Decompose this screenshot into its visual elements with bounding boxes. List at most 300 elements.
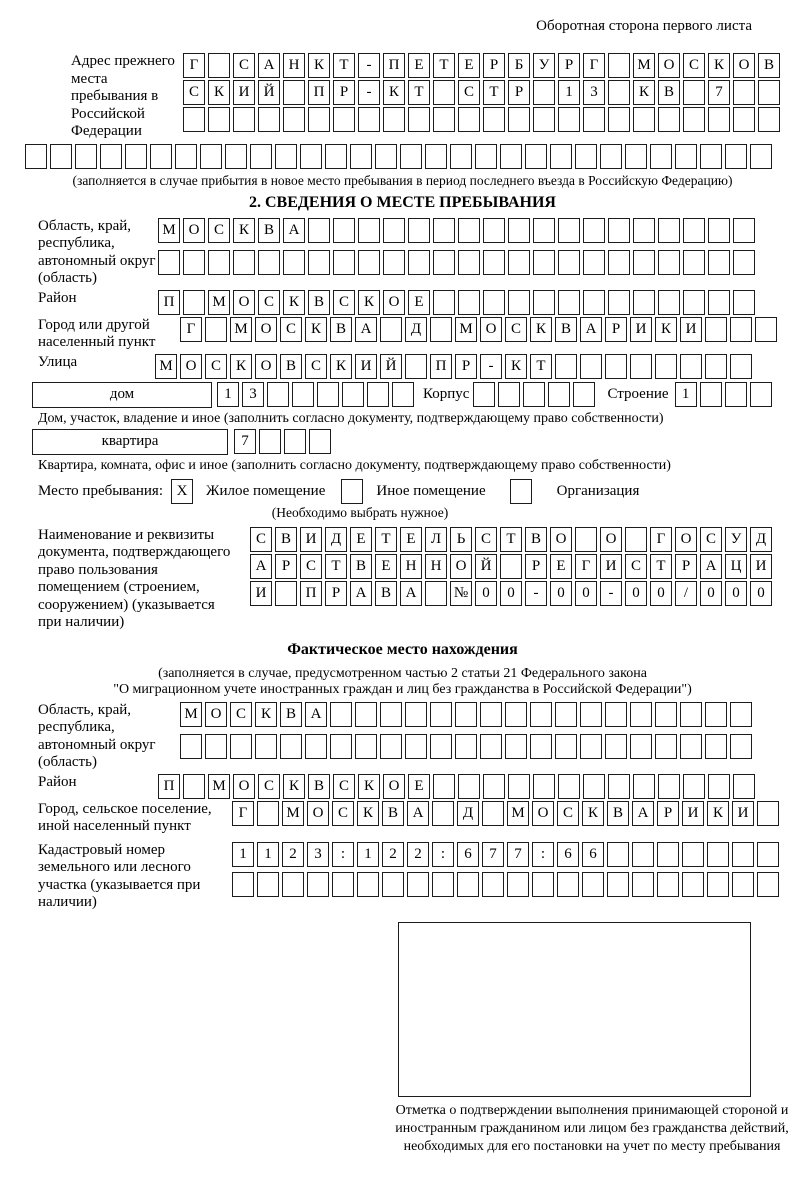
char-cell[interactable]: С bbox=[183, 80, 205, 105]
char-cell[interactable] bbox=[433, 774, 455, 799]
char-cell[interactable] bbox=[683, 290, 705, 315]
char-cell[interactable] bbox=[707, 842, 729, 867]
char-cell[interactable]: Д bbox=[405, 317, 427, 342]
char-cell[interactable] bbox=[758, 107, 780, 132]
char-cell[interactable]: 0 bbox=[750, 581, 772, 606]
char-cell[interactable]: С bbox=[333, 774, 355, 799]
char-cell[interactable]: О bbox=[450, 554, 472, 579]
char-cell[interactable]: Ц bbox=[725, 554, 747, 579]
char-cell[interactable]: 1 bbox=[675, 382, 697, 407]
char-cell[interactable] bbox=[405, 702, 427, 727]
char-cell[interactable] bbox=[733, 290, 755, 315]
char-cell[interactable] bbox=[633, 290, 655, 315]
char-cell[interactable] bbox=[732, 872, 754, 897]
char-cell[interactable]: К bbox=[308, 53, 330, 78]
char-cell[interactable] bbox=[250, 144, 272, 169]
char-cell[interactable] bbox=[183, 290, 205, 315]
char-cell[interactable] bbox=[573, 382, 595, 407]
char-cell[interactable] bbox=[455, 702, 477, 727]
char-cell[interactable]: Н bbox=[283, 53, 305, 78]
char-cell[interactable] bbox=[309, 429, 331, 454]
char-cell[interactable] bbox=[125, 144, 147, 169]
char-cell[interactable] bbox=[675, 144, 697, 169]
char-cell[interactable]: 7 bbox=[234, 429, 256, 454]
char-cell[interactable]: Й bbox=[475, 554, 497, 579]
char-cell[interactable] bbox=[708, 250, 730, 275]
char-cell[interactable]: К bbox=[655, 317, 677, 342]
char-cell[interactable] bbox=[523, 382, 545, 407]
char-cell[interactable] bbox=[482, 872, 504, 897]
char-cell[interactable]: 1 bbox=[217, 382, 239, 407]
char-cell[interactable]: О bbox=[233, 774, 255, 799]
char-cell[interactable]: Ь bbox=[450, 527, 472, 552]
char-cell[interactable] bbox=[658, 290, 680, 315]
char-cell[interactable] bbox=[483, 290, 505, 315]
char-cell[interactable] bbox=[608, 774, 630, 799]
char-cell[interactable] bbox=[355, 702, 377, 727]
char-cell[interactable] bbox=[200, 144, 222, 169]
char-cell[interactable]: К bbox=[633, 80, 655, 105]
char-cell[interactable] bbox=[558, 774, 580, 799]
char-cell[interactable] bbox=[308, 218, 330, 243]
char-cell[interactable] bbox=[317, 382, 339, 407]
char-cell[interactable] bbox=[430, 702, 452, 727]
char-cell[interactable] bbox=[680, 354, 702, 379]
char-cell[interactable] bbox=[582, 872, 604, 897]
char-cell[interactable]: : bbox=[332, 842, 354, 867]
char-cell[interactable]: Е bbox=[375, 554, 397, 579]
char-cell[interactable]: 3 bbox=[242, 382, 264, 407]
char-cell[interactable]: К bbox=[383, 80, 405, 105]
char-cell[interactable] bbox=[532, 872, 554, 897]
char-cell[interactable] bbox=[708, 218, 730, 243]
char-cell[interactable] bbox=[457, 872, 479, 897]
char-cell[interactable] bbox=[658, 218, 680, 243]
char-cell[interactable]: С bbox=[250, 527, 272, 552]
char-cell[interactable] bbox=[382, 872, 404, 897]
char-cell[interactable] bbox=[433, 250, 455, 275]
char-cell[interactable] bbox=[208, 53, 230, 78]
char-cell[interactable] bbox=[558, 218, 580, 243]
char-cell[interactable]: 0 bbox=[475, 581, 497, 606]
char-cell[interactable] bbox=[25, 144, 47, 169]
char-cell[interactable]: Е bbox=[550, 554, 572, 579]
char-cell[interactable] bbox=[555, 734, 577, 759]
char-cell[interactable] bbox=[284, 429, 306, 454]
char-cell[interactable] bbox=[508, 774, 530, 799]
char-cell[interactable] bbox=[380, 734, 402, 759]
char-cell[interactable]: А bbox=[305, 702, 327, 727]
char-cell[interactable]: 2 bbox=[282, 842, 304, 867]
char-cell[interactable] bbox=[158, 250, 180, 275]
char-cell[interactable]: 7 bbox=[708, 80, 730, 105]
char-cell[interactable]: С bbox=[683, 53, 705, 78]
char-cell[interactable]: К bbox=[283, 774, 305, 799]
char-cell[interactable]: М bbox=[507, 801, 529, 826]
char-cell[interactable] bbox=[307, 872, 329, 897]
char-cell[interactable] bbox=[341, 479, 363, 504]
char-cell[interactable]: Р bbox=[483, 53, 505, 78]
char-cell[interactable] bbox=[682, 842, 704, 867]
char-cell[interactable]: Т bbox=[483, 80, 505, 105]
char-cell[interactable]: Р bbox=[325, 581, 347, 606]
char-cell[interactable]: О bbox=[532, 801, 554, 826]
char-cell[interactable] bbox=[100, 144, 122, 169]
char-cell[interactable]: О bbox=[307, 801, 329, 826]
char-cell[interactable] bbox=[407, 872, 429, 897]
char-cell[interactable] bbox=[558, 250, 580, 275]
char-cell[interactable] bbox=[508, 250, 530, 275]
char-cell[interactable]: О bbox=[480, 317, 502, 342]
char-cell[interactable] bbox=[608, 250, 630, 275]
char-cell[interactable] bbox=[50, 144, 72, 169]
char-cell[interactable]: 0 bbox=[725, 581, 747, 606]
char-cell[interactable] bbox=[383, 107, 405, 132]
char-cell[interactable]: П bbox=[300, 581, 322, 606]
char-cell[interactable] bbox=[650, 144, 672, 169]
char-cell[interactable]: 7 bbox=[507, 842, 529, 867]
char-cell[interactable] bbox=[333, 218, 355, 243]
char-cell[interactable]: О bbox=[233, 290, 255, 315]
char-cell[interactable] bbox=[600, 144, 622, 169]
char-cell[interactable] bbox=[725, 382, 747, 407]
char-cell[interactable] bbox=[533, 107, 555, 132]
char-cell[interactable]: 6 bbox=[582, 842, 604, 867]
char-cell[interactable] bbox=[208, 250, 230, 275]
char-cell[interactable]: Р bbox=[657, 801, 679, 826]
char-cell[interactable] bbox=[405, 354, 427, 379]
char-cell[interactable]: В bbox=[330, 317, 352, 342]
char-cell[interactable] bbox=[430, 317, 452, 342]
char-cell[interactable] bbox=[555, 702, 577, 727]
char-cell[interactable] bbox=[607, 842, 629, 867]
char-cell[interactable]: С bbox=[258, 290, 280, 315]
char-cell[interactable] bbox=[580, 734, 602, 759]
char-cell[interactable]: 1 bbox=[357, 842, 379, 867]
char-cell[interactable] bbox=[707, 872, 729, 897]
char-cell[interactable]: М bbox=[208, 290, 230, 315]
char-cell[interactable] bbox=[367, 382, 389, 407]
char-cell[interactable]: К bbox=[358, 290, 380, 315]
char-cell[interactable]: 2 bbox=[382, 842, 404, 867]
char-cell[interactable] bbox=[758, 80, 780, 105]
char-cell[interactable] bbox=[205, 734, 227, 759]
char-cell[interactable] bbox=[630, 702, 652, 727]
char-cell[interactable]: И bbox=[750, 554, 772, 579]
char-cell[interactable]: Е bbox=[458, 53, 480, 78]
char-cell[interactable]: О bbox=[383, 774, 405, 799]
char-cell[interactable]: С bbox=[305, 354, 327, 379]
char-cell[interactable] bbox=[232, 872, 254, 897]
char-cell[interactable] bbox=[730, 354, 752, 379]
char-cell[interactable] bbox=[258, 107, 280, 132]
char-cell[interactable]: Т bbox=[433, 53, 455, 78]
char-cell[interactable] bbox=[283, 107, 305, 132]
char-cell[interactable] bbox=[605, 702, 627, 727]
char-cell[interactable] bbox=[350, 144, 372, 169]
char-cell[interactable] bbox=[392, 382, 414, 407]
char-cell[interactable]: В bbox=[375, 581, 397, 606]
char-cell[interactable] bbox=[408, 250, 430, 275]
char-cell[interactable]: И bbox=[355, 354, 377, 379]
char-cell[interactable] bbox=[630, 354, 652, 379]
char-cell[interactable] bbox=[733, 107, 755, 132]
char-cell[interactable]: С bbox=[700, 527, 722, 552]
char-cell[interactable] bbox=[507, 872, 529, 897]
char-cell[interactable] bbox=[333, 250, 355, 275]
char-cell[interactable] bbox=[257, 801, 279, 826]
char-cell[interactable]: С bbox=[230, 702, 252, 727]
char-cell[interactable] bbox=[205, 317, 227, 342]
char-cell[interactable]: - bbox=[358, 53, 380, 78]
char-cell[interactable]: И bbox=[600, 554, 622, 579]
char-cell[interactable]: К bbox=[707, 801, 729, 826]
char-cell[interactable] bbox=[700, 144, 722, 169]
char-cell[interactable]: П bbox=[158, 774, 180, 799]
char-cell[interactable] bbox=[705, 702, 727, 727]
char-cell[interactable] bbox=[625, 527, 647, 552]
char-cell[interactable] bbox=[330, 734, 352, 759]
char-cell[interactable]: № bbox=[450, 581, 472, 606]
char-cell[interactable] bbox=[700, 382, 722, 407]
char-cell[interactable]: Р bbox=[508, 80, 530, 105]
char-cell[interactable] bbox=[183, 107, 205, 132]
char-cell[interactable] bbox=[375, 144, 397, 169]
char-cell[interactable]: Т bbox=[500, 527, 522, 552]
char-cell[interactable]: О bbox=[255, 354, 277, 379]
char-cell[interactable] bbox=[533, 774, 555, 799]
char-cell[interactable] bbox=[508, 290, 530, 315]
char-cell[interactable] bbox=[510, 479, 532, 504]
char-cell[interactable]: М bbox=[158, 218, 180, 243]
char-cell[interactable] bbox=[730, 702, 752, 727]
char-cell[interactable] bbox=[558, 290, 580, 315]
char-cell[interactable] bbox=[608, 290, 630, 315]
char-cell[interactable]: С bbox=[458, 80, 480, 105]
char-cell[interactable]: В bbox=[758, 53, 780, 78]
char-cell[interactable]: П bbox=[383, 53, 405, 78]
char-cell[interactable] bbox=[657, 842, 679, 867]
char-cell[interactable] bbox=[330, 702, 352, 727]
char-cell[interactable]: С bbox=[208, 218, 230, 243]
char-cell[interactable]: С bbox=[300, 554, 322, 579]
char-cell[interactable] bbox=[258, 250, 280, 275]
char-cell[interactable]: Т bbox=[650, 554, 672, 579]
char-cell[interactable] bbox=[430, 734, 452, 759]
char-cell[interactable]: Р bbox=[275, 554, 297, 579]
char-cell[interactable] bbox=[458, 774, 480, 799]
char-cell[interactable]: В bbox=[280, 354, 302, 379]
char-cell[interactable] bbox=[730, 734, 752, 759]
char-cell[interactable]: X bbox=[171, 479, 193, 504]
char-cell[interactable] bbox=[605, 734, 627, 759]
char-cell[interactable]: М bbox=[155, 354, 177, 379]
char-cell[interactable]: Р bbox=[525, 554, 547, 579]
char-cell[interactable]: Р bbox=[558, 53, 580, 78]
char-cell[interactable] bbox=[607, 872, 629, 897]
char-cell[interactable]: К bbox=[208, 80, 230, 105]
char-cell[interactable]: И bbox=[682, 801, 704, 826]
char-cell[interactable]: А bbox=[350, 581, 372, 606]
char-cell[interactable]: О bbox=[180, 354, 202, 379]
char-cell[interactable] bbox=[608, 218, 630, 243]
char-cell[interactable]: К bbox=[230, 354, 252, 379]
char-cell[interactable] bbox=[275, 144, 297, 169]
char-cell[interactable]: Л bbox=[425, 527, 447, 552]
char-cell[interactable] bbox=[208, 107, 230, 132]
char-cell[interactable] bbox=[533, 80, 555, 105]
char-cell[interactable]: Д bbox=[457, 801, 479, 826]
char-cell[interactable] bbox=[332, 872, 354, 897]
char-cell[interactable] bbox=[483, 107, 505, 132]
char-cell[interactable] bbox=[625, 144, 647, 169]
char-cell[interactable]: Й bbox=[258, 80, 280, 105]
char-cell[interactable]: О bbox=[675, 527, 697, 552]
char-cell[interactable] bbox=[533, 290, 555, 315]
char-cell[interactable]: 0 bbox=[625, 581, 647, 606]
char-cell[interactable]: Т bbox=[408, 80, 430, 105]
char-cell[interactable] bbox=[575, 144, 597, 169]
char-cell[interactable] bbox=[557, 872, 579, 897]
char-cell[interactable] bbox=[608, 80, 630, 105]
char-cell[interactable] bbox=[633, 774, 655, 799]
char-cell[interactable] bbox=[255, 734, 277, 759]
char-cell[interactable]: - bbox=[358, 80, 380, 105]
char-cell[interactable] bbox=[750, 144, 772, 169]
char-cell[interactable]: В bbox=[308, 774, 330, 799]
char-cell[interactable] bbox=[632, 842, 654, 867]
char-cell[interactable] bbox=[530, 702, 552, 727]
char-cell[interactable] bbox=[300, 144, 322, 169]
char-cell[interactable]: 1 bbox=[232, 842, 254, 867]
char-cell[interactable] bbox=[508, 107, 530, 132]
char-cell[interactable]: С bbox=[625, 554, 647, 579]
char-cell[interactable] bbox=[505, 734, 527, 759]
char-cell[interactable] bbox=[408, 218, 430, 243]
char-cell[interactable]: С bbox=[205, 354, 227, 379]
char-cell[interactable]: С bbox=[332, 801, 354, 826]
char-cell[interactable] bbox=[733, 774, 755, 799]
char-cell[interactable]: 0 bbox=[575, 581, 597, 606]
char-cell[interactable] bbox=[282, 872, 304, 897]
char-cell[interactable]: М bbox=[633, 53, 655, 78]
char-cell[interactable]: К bbox=[330, 354, 352, 379]
char-cell[interactable] bbox=[483, 774, 505, 799]
char-cell[interactable] bbox=[655, 354, 677, 379]
char-cell[interactable]: Б bbox=[508, 53, 530, 78]
char-cell[interactable]: К bbox=[582, 801, 604, 826]
char-cell[interactable]: 2 bbox=[407, 842, 429, 867]
char-cell[interactable] bbox=[473, 382, 495, 407]
char-cell[interactable] bbox=[583, 218, 605, 243]
char-cell[interactable]: Г bbox=[180, 317, 202, 342]
char-cell[interactable]: - bbox=[600, 581, 622, 606]
char-cell[interactable]: 3 bbox=[583, 80, 605, 105]
char-cell[interactable]: Д bbox=[325, 527, 347, 552]
char-cell[interactable] bbox=[380, 317, 402, 342]
char-cell[interactable] bbox=[325, 144, 347, 169]
char-cell[interactable]: К bbox=[305, 317, 327, 342]
char-cell[interactable] bbox=[633, 107, 655, 132]
char-cell[interactable]: И bbox=[680, 317, 702, 342]
char-cell[interactable] bbox=[458, 107, 480, 132]
char-cell[interactable]: С bbox=[557, 801, 579, 826]
char-cell[interactable]: Р bbox=[455, 354, 477, 379]
char-cell[interactable] bbox=[757, 842, 779, 867]
char-cell[interactable] bbox=[575, 527, 597, 552]
char-cell[interactable] bbox=[357, 872, 379, 897]
char-cell[interactable] bbox=[657, 872, 679, 897]
char-cell[interactable]: А bbox=[580, 317, 602, 342]
char-cell[interactable]: В bbox=[607, 801, 629, 826]
char-cell[interactable]: М bbox=[208, 774, 230, 799]
char-cell[interactable]: Т bbox=[325, 554, 347, 579]
char-cell[interactable] bbox=[525, 144, 547, 169]
char-cell[interactable] bbox=[383, 218, 405, 243]
char-cell[interactable] bbox=[655, 734, 677, 759]
char-cell[interactable] bbox=[308, 107, 330, 132]
char-cell[interactable]: Е bbox=[400, 527, 422, 552]
char-cell[interactable] bbox=[230, 734, 252, 759]
char-cell[interactable] bbox=[383, 250, 405, 275]
char-cell[interactable] bbox=[233, 250, 255, 275]
char-cell[interactable]: О bbox=[383, 290, 405, 315]
char-cell[interactable]: К bbox=[283, 290, 305, 315]
char-cell[interactable]: В bbox=[258, 218, 280, 243]
char-cell[interactable]: Г bbox=[232, 801, 254, 826]
char-cell[interactable]: К bbox=[708, 53, 730, 78]
char-cell[interactable]: Т bbox=[375, 527, 397, 552]
char-cell[interactable]: Н bbox=[425, 554, 447, 579]
char-cell[interactable] bbox=[733, 250, 755, 275]
char-cell[interactable] bbox=[483, 250, 505, 275]
char-cell[interactable] bbox=[733, 218, 755, 243]
char-cell[interactable] bbox=[555, 354, 577, 379]
char-cell[interactable]: А bbox=[355, 317, 377, 342]
char-cell[interactable] bbox=[755, 317, 777, 342]
char-cell[interactable]: 3 bbox=[307, 842, 329, 867]
char-cell[interactable]: К bbox=[530, 317, 552, 342]
char-cell[interactable] bbox=[655, 702, 677, 727]
char-cell[interactable]: Е bbox=[408, 290, 430, 315]
char-cell[interactable]: 1 bbox=[257, 842, 279, 867]
char-cell[interactable]: Г bbox=[583, 53, 605, 78]
char-cell[interactable]: / bbox=[675, 581, 697, 606]
char-cell[interactable]: 0 bbox=[700, 581, 722, 606]
char-cell[interactable]: Г bbox=[575, 554, 597, 579]
char-cell[interactable]: Т bbox=[530, 354, 552, 379]
char-cell[interactable]: И bbox=[300, 527, 322, 552]
char-cell[interactable]: О bbox=[183, 218, 205, 243]
char-cell[interactable] bbox=[358, 107, 380, 132]
char-cell[interactable] bbox=[705, 354, 727, 379]
char-cell[interactable] bbox=[633, 218, 655, 243]
char-cell[interactable] bbox=[482, 801, 504, 826]
char-cell[interactable] bbox=[658, 107, 680, 132]
char-cell[interactable]: С bbox=[475, 527, 497, 552]
char-cell[interactable]: В bbox=[350, 554, 372, 579]
char-cell[interactable] bbox=[305, 734, 327, 759]
char-cell[interactable] bbox=[280, 734, 302, 759]
char-cell[interactable] bbox=[533, 218, 555, 243]
char-cell[interactable] bbox=[550, 144, 572, 169]
char-cell[interactable]: Р bbox=[675, 554, 697, 579]
char-cell[interactable]: В bbox=[275, 527, 297, 552]
char-cell[interactable]: В bbox=[525, 527, 547, 552]
char-cell[interactable] bbox=[757, 801, 779, 826]
char-cell[interactable]: Е bbox=[350, 527, 372, 552]
char-cell[interactable]: О bbox=[733, 53, 755, 78]
